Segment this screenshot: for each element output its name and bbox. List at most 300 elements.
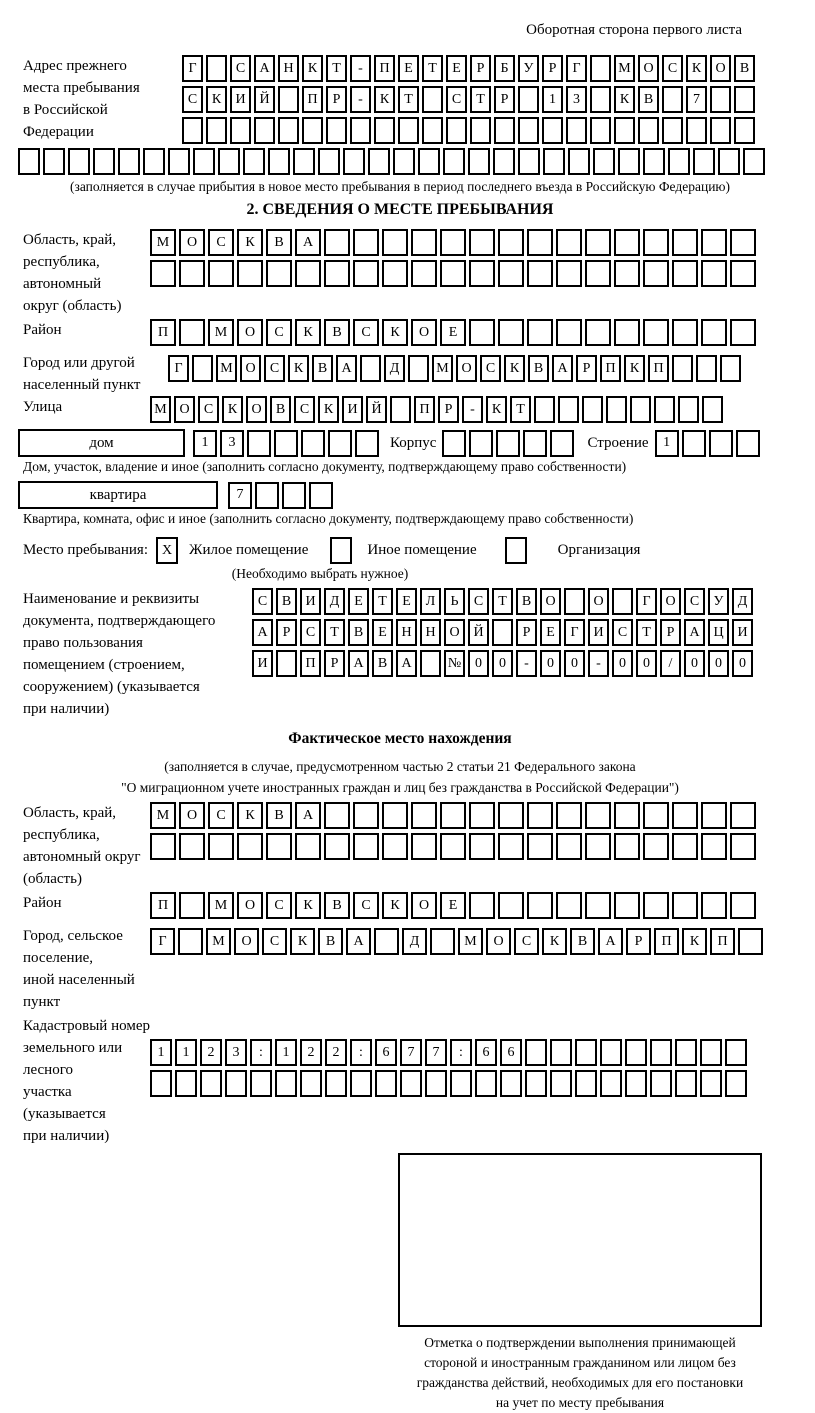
char-box (614, 319, 640, 346)
char-box: О (660, 588, 681, 615)
char-box (543, 148, 565, 175)
char-box (630, 396, 651, 423)
fact-district-row (150, 892, 759, 919)
char-box: 3 (566, 86, 587, 113)
char-box: № (444, 650, 465, 677)
char-box: В (324, 892, 350, 919)
previous-address-row-3 (182, 117, 758, 144)
char-box (254, 117, 275, 144)
cadastre-rows (150, 1015, 750, 1101)
char-box: С (266, 892, 292, 919)
char-box (585, 319, 611, 346)
char-box (469, 833, 495, 860)
char-box: - (350, 55, 371, 82)
char-box (469, 229, 495, 256)
char-box (440, 229, 466, 256)
label-line: республика, (23, 254, 100, 270)
char-box: В (318, 928, 343, 955)
char-box: О (638, 55, 659, 82)
char-box: Е (372, 619, 393, 646)
char-box: О (444, 619, 465, 646)
char-box: О (710, 55, 731, 82)
char-box: М (150, 802, 176, 829)
char-box (411, 833, 437, 860)
fact-city-row (150, 928, 766, 955)
stamp-caption-line: Отметка о подтверждении выполнения принимающей (424, 1335, 736, 1350)
char-box (662, 86, 683, 113)
char-box (382, 833, 408, 860)
char-box: В (266, 802, 292, 829)
char-box: К (382, 892, 408, 919)
label-line: автономный (23, 276, 102, 292)
char-box: Е (396, 588, 417, 615)
char-box: Д (732, 588, 753, 615)
char-box: М (432, 355, 453, 382)
char-box: - (588, 650, 609, 677)
stay-type-note: (Необходимо выбрать нужное) (231, 566, 409, 581)
label-line: Город или другой (23, 355, 135, 371)
char-box (353, 260, 379, 287)
char-box (701, 802, 727, 829)
char-box (390, 396, 411, 423)
char-box (672, 319, 698, 346)
char-box (255, 482, 279, 509)
char-box: А (684, 619, 705, 646)
char-box (179, 319, 205, 346)
char-box (250, 1070, 272, 1097)
char-box: К (222, 396, 243, 423)
char-box: К (295, 892, 321, 919)
char-box (614, 802, 640, 829)
char-box (525, 1039, 547, 1066)
label-line: при наличии) (23, 1128, 110, 1144)
char-box (725, 1070, 747, 1097)
char-box (450, 1070, 472, 1097)
char-box (550, 1039, 572, 1066)
fact-region-label (23, 802, 150, 890)
char-box: Е (446, 55, 467, 82)
char-box: Б (494, 55, 515, 82)
char-box (393, 148, 415, 175)
char-box: Т (326, 55, 347, 82)
char-box (564, 588, 585, 615)
char-box: С (612, 619, 633, 646)
char-box (179, 892, 205, 919)
char-box: Г (168, 355, 189, 382)
stay-type-checkbox-dwelling (156, 537, 181, 564)
char-box: К (302, 55, 323, 82)
city-row (168, 355, 744, 382)
char-box (686, 117, 707, 144)
char-box: Г (564, 619, 585, 646)
city-block (23, 352, 800, 396)
char-box (470, 117, 491, 144)
char-box: Р (470, 55, 491, 82)
char-box (527, 260, 553, 287)
char-box: М (150, 229, 176, 256)
stroenie-label: Строение (587, 435, 649, 451)
label-line: сооружением) (указывается (23, 679, 200, 695)
previous-address-row-2 (182, 86, 758, 113)
char-box: П (302, 86, 323, 113)
char-box (734, 117, 755, 144)
char-box: 1 (150, 1039, 172, 1066)
char-box: 3 (225, 1039, 247, 1066)
char-box: И (300, 588, 321, 615)
char-box: - (516, 650, 537, 677)
char-box: К (288, 355, 309, 382)
label-line: земельного или лесного (23, 1040, 123, 1078)
char-box: 0 (684, 650, 705, 677)
cadastre-row-1 (150, 1039, 750, 1066)
char-box (193, 148, 215, 175)
label-line: Адрес прежнего (23, 58, 127, 74)
apartment-row (23, 481, 800, 509)
char-box: 7 (425, 1039, 447, 1066)
char-box (295, 260, 321, 287)
char-box (275, 1070, 297, 1097)
char-box: - (462, 396, 483, 423)
char-box: Г (636, 588, 657, 615)
char-box: П (150, 319, 176, 346)
char-box (498, 892, 524, 919)
char-box: С (262, 928, 287, 955)
char-box: Н (278, 55, 299, 82)
char-box: В (266, 229, 292, 256)
char-box (525, 1070, 547, 1097)
char-box (558, 396, 579, 423)
char-box (360, 355, 381, 382)
document-rows (252, 588, 756, 681)
char-box (469, 802, 495, 829)
label-line: в Российской (23, 102, 108, 118)
char-box (498, 229, 524, 256)
char-box: А (346, 928, 371, 955)
char-box (353, 802, 379, 829)
label-line: при наличии) (23, 701, 110, 717)
char-box: В (516, 588, 537, 615)
label-line: Кадастровый номер (23, 1018, 150, 1034)
fact-note-line-1: (заполняется в случае, предусмотренном частью 2 статьи 21 Федерального закона (164, 759, 636, 774)
char-box: С (353, 892, 379, 919)
char-box (672, 355, 693, 382)
char-box (542, 117, 563, 144)
char-box (278, 117, 299, 144)
char-box (175, 1070, 197, 1097)
char-box (556, 833, 582, 860)
stamp-caption-line: на учет по месту пребывания (495, 1395, 665, 1410)
char-box: К (237, 229, 263, 256)
char-box: П (710, 928, 735, 955)
char-box: Е (348, 588, 369, 615)
label-line: (область) (23, 871, 82, 887)
label-line: Область, край, (23, 805, 117, 821)
fact-city-block (23, 925, 800, 1013)
char-box (730, 319, 756, 346)
char-box (720, 355, 741, 382)
char-box (614, 229, 640, 256)
apartment-cells (228, 482, 336, 509)
char-box (382, 802, 408, 829)
char-box (730, 260, 756, 287)
char-box (736, 430, 760, 457)
char-box: В (528, 355, 549, 382)
char-box (368, 148, 390, 175)
label-line: населенный пункт (23, 377, 141, 393)
char-box (469, 430, 493, 457)
char-box: А (552, 355, 573, 382)
char-box (693, 148, 715, 175)
char-box (237, 260, 263, 287)
char-box: В (570, 928, 595, 955)
char-box (411, 802, 437, 829)
char-box (374, 928, 399, 955)
char-box: Т (492, 588, 513, 615)
char-box (675, 1070, 697, 1097)
char-box: С (662, 55, 683, 82)
char-box: 0 (468, 650, 489, 677)
char-box: М (458, 928, 483, 955)
char-box: С (353, 319, 379, 346)
char-box: О (486, 928, 511, 955)
char-box: К (624, 355, 645, 382)
char-box: П (150, 892, 176, 919)
char-box (518, 117, 539, 144)
char-box (420, 650, 441, 677)
char-box: П (648, 355, 669, 382)
char-box (523, 430, 547, 457)
char-box (43, 148, 65, 175)
stay-type-option-organization: Организация (557, 542, 641, 558)
char-box: Р (494, 86, 515, 113)
char-box (650, 1070, 672, 1097)
fact-region-block (23, 802, 800, 890)
char-box: Д (384, 355, 405, 382)
label-line: Город, сельское поселение, (23, 928, 123, 966)
char-box: Т (636, 619, 657, 646)
char-box: / (660, 650, 681, 677)
char-box (443, 148, 465, 175)
char-box (743, 148, 765, 175)
char-box (324, 260, 350, 287)
char-box (606, 396, 627, 423)
char-box (701, 319, 727, 346)
previous-address-block (23, 55, 800, 148)
char-box: О (240, 355, 261, 382)
char-box (730, 892, 756, 919)
stamp-caption-line: гражданства действий, необходимых для его постановки (416, 1375, 744, 1390)
char-box (355, 430, 379, 457)
char-box (328, 430, 352, 457)
char-box (498, 319, 524, 346)
char-box (614, 892, 640, 919)
char-box: О (174, 396, 195, 423)
char-box: О (540, 588, 561, 615)
char-box (18, 148, 40, 175)
char-box: 7 (400, 1039, 422, 1066)
char-box: Е (440, 319, 466, 346)
house-number-cells (193, 430, 382, 457)
district-label: Район (23, 322, 62, 338)
char-box (612, 588, 633, 615)
char-box (600, 1070, 622, 1097)
char-box (400, 1070, 422, 1097)
char-box: К (318, 396, 339, 423)
char-box (505, 537, 527, 564)
char-box: П (654, 928, 679, 955)
char-box: 1 (275, 1039, 297, 1066)
char-box: К (682, 928, 707, 955)
char-box: С (480, 355, 501, 382)
char-box: Р (576, 355, 597, 382)
char-box (493, 148, 515, 175)
char-box (440, 833, 466, 860)
char-box: - (350, 86, 371, 113)
char-box (469, 319, 495, 346)
char-box: : (250, 1039, 272, 1066)
char-box: 7 (228, 482, 252, 509)
previous-address-rows (182, 55, 758, 148)
char-box (266, 833, 292, 860)
page-top-note: Оборотная сторона первого листа (526, 22, 742, 38)
char-box (243, 148, 265, 175)
char-box: С (294, 396, 315, 423)
document-block (23, 588, 800, 720)
char-box (325, 1070, 347, 1097)
char-box (282, 482, 306, 509)
char-box (710, 86, 731, 113)
char-box: 1 (175, 1039, 197, 1066)
char-box: С (514, 928, 539, 955)
label-line: республика, (23, 827, 100, 843)
char-box: К (542, 928, 567, 955)
char-box: Р (516, 619, 537, 646)
char-box (672, 802, 698, 829)
char-box: Г (182, 55, 203, 82)
char-box (422, 86, 443, 113)
char-box (585, 802, 611, 829)
char-box: О (456, 355, 477, 382)
char-box (730, 229, 756, 256)
char-box (585, 229, 611, 256)
stroenie-cells (655, 430, 763, 457)
apartment-labelbox: квартира (18, 481, 218, 509)
char-box (709, 430, 733, 457)
char-box (654, 396, 675, 423)
char-box: М (208, 892, 234, 919)
char-box (266, 260, 292, 287)
char-box: Ц (708, 619, 729, 646)
confirmation-stamp-caption (345, 1333, 815, 1413)
cadastre-label (23, 1015, 150, 1147)
char-box (469, 892, 495, 919)
char-box (324, 833, 350, 860)
stay-type-label: Место пребывания: (23, 542, 148, 558)
document-label (23, 588, 252, 720)
label-line: места пребывания (23, 80, 140, 96)
char-box: С (684, 588, 705, 615)
char-box (68, 148, 90, 175)
char-box: Т (510, 396, 531, 423)
char-box (179, 260, 205, 287)
char-box (492, 619, 513, 646)
char-box (696, 355, 717, 382)
char-box: 7 (686, 86, 707, 113)
char-box (600, 1039, 622, 1066)
char-box (418, 148, 440, 175)
char-box: Е (440, 892, 466, 919)
char-box (643, 892, 669, 919)
char-box: И (230, 86, 251, 113)
char-box: Т (324, 619, 345, 646)
char-box (672, 833, 698, 860)
char-box: Р (626, 928, 651, 955)
char-box (702, 396, 723, 423)
char-box: 0 (708, 650, 729, 677)
char-box (700, 1039, 722, 1066)
char-box: Н (420, 619, 441, 646)
document-row-3 (252, 650, 756, 677)
char-box: Р (326, 86, 347, 113)
char-box (585, 833, 611, 860)
char-box (475, 1070, 497, 1097)
char-box (556, 319, 582, 346)
char-box (527, 802, 553, 829)
char-box (218, 148, 240, 175)
char-box (643, 260, 669, 287)
char-box: С (198, 396, 219, 423)
char-box (575, 1039, 597, 1066)
char-box: К (614, 86, 635, 113)
char-box (278, 86, 299, 113)
stay-type-option-dwelling: Жилое помещение (189, 542, 309, 558)
char-box (643, 319, 669, 346)
cadastre-row-2 (150, 1070, 750, 1097)
char-box (178, 928, 203, 955)
char-box (442, 430, 466, 457)
char-box (440, 802, 466, 829)
char-box (614, 260, 640, 287)
char-box: Е (540, 619, 561, 646)
char-box (422, 117, 443, 144)
fact-city-label (23, 925, 150, 1013)
char-box: П (300, 650, 321, 677)
korpus-cells (442, 430, 577, 457)
char-box (293, 148, 315, 175)
char-box: П (600, 355, 621, 382)
char-box: К (374, 86, 395, 113)
char-box: К (295, 319, 321, 346)
char-box: О (588, 588, 609, 615)
char-box (324, 802, 350, 829)
char-box (585, 892, 611, 919)
char-box: М (150, 396, 171, 423)
char-box (701, 833, 727, 860)
char-box (182, 117, 203, 144)
char-box: С (266, 319, 292, 346)
label-line: документа, подтверждающего (23, 613, 216, 629)
char-box (590, 117, 611, 144)
char-box: М (206, 928, 231, 955)
char-box: И (342, 396, 363, 423)
char-box: Й (254, 86, 275, 113)
char-box (430, 928, 455, 955)
street-label: Улица (23, 399, 63, 415)
char-box: 2 (300, 1039, 322, 1066)
char-box (701, 229, 727, 256)
char-box: А (295, 802, 321, 829)
char-box: Т (422, 55, 443, 82)
